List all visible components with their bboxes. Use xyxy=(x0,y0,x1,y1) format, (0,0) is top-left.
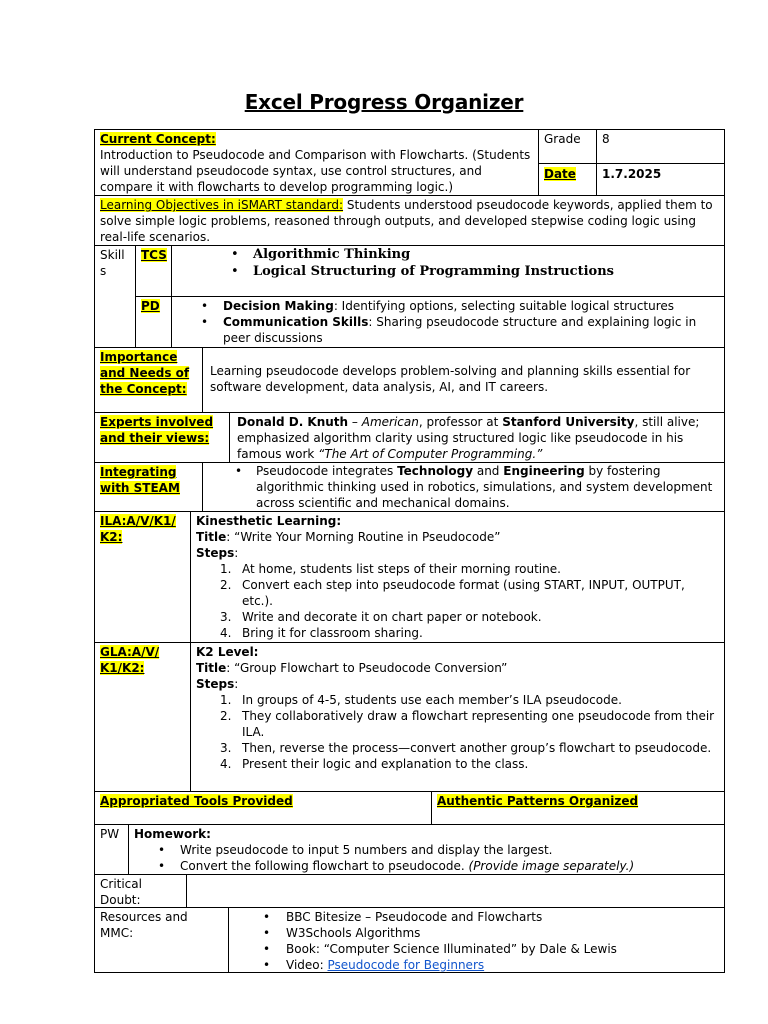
ila-label: ILA:A/V/K1/ K2: xyxy=(100,514,176,544)
gla-title: Title: “Group Flowchart to Pseudocode Conversion” xyxy=(196,661,508,675)
importance-label-cell xyxy=(94,347,203,413)
expert-name: Donald D. Knuth xyxy=(237,415,349,429)
steam-content-cell xyxy=(202,462,725,512)
resource-item: • BBC Bitesize – Pseudocode and Flowcharts xyxy=(263,910,543,924)
date-label: Date xyxy=(544,167,576,181)
expert-dash: – xyxy=(348,415,362,429)
concept-text: Introduction to Pseudocode and Comparison with Flowcharts. (Students will understand pseudocode syntax, use control structures, and compare it with flowcharts to develop programming logic.) xyxy=(100,148,531,194)
objectives-text: Students understood pseudocode keywords, applied them to solve simple logic problems, reasoned through outputs, and developed stepwise coding logic using real-life scenarios. xyxy=(100,198,713,244)
steam-label-cell xyxy=(94,462,203,512)
expert-nationality: American xyxy=(361,415,419,429)
objectives-cell xyxy=(94,195,725,246)
objectives-label: Learning Objectives in iSMART standard: xyxy=(100,198,344,212)
gla-label: GLA:A/V/ K1/K2: xyxy=(100,645,160,675)
importance-text: Learning pseudocode develops problem-solving and planning skills essential for software development, data analysis, AI, and IT careers. xyxy=(210,364,691,394)
tcs-content-cell xyxy=(171,245,725,297)
grade-label-cell xyxy=(538,129,597,164)
ila-step: 4. Bring it for classroom sharing. xyxy=(220,626,423,640)
experts-content-cell xyxy=(229,412,725,463)
resources-label-cell xyxy=(94,907,229,973)
grade-label: Grade xyxy=(544,132,581,146)
resource-item: • Book: “Computer Science Illuminated” by Dale & Lewis xyxy=(263,942,617,956)
importance-content-cell xyxy=(202,347,725,413)
skills-label: Skill s xyxy=(100,248,125,278)
date-value: 1.7.2025 xyxy=(602,167,662,181)
ila-label-cell xyxy=(94,511,191,643)
gla-step: 1. In groups of 4-5, students use each member’s ILA pseudocode. xyxy=(220,693,622,707)
expert-work: “The Art of Computer Programming.” xyxy=(318,447,543,461)
ila-steps-label: Steps: xyxy=(196,546,239,560)
gla-steps-label: Steps: xyxy=(196,677,239,691)
gla-step: 4. Present their logic and explanation to the class. xyxy=(220,757,529,771)
pw-heading: Homework: xyxy=(134,827,211,841)
tcs-label-cell xyxy=(135,245,172,297)
tools-label: Appropriated Tools Provided xyxy=(100,794,293,808)
expert-text: , still alive; emphasized algorithm clarity using structured logic like pseudocode in his famous work xyxy=(237,415,700,461)
concept-label: Current Concept: xyxy=(100,132,216,146)
doubt-content-cell[interactable] xyxy=(186,874,725,908)
patterns-cell xyxy=(431,791,725,825)
expert-text: , professor at xyxy=(418,415,503,429)
patterns-label: Authentic Patterns Organized xyxy=(437,794,639,808)
tcs-item: • Logical Structuring of Programming Instructions xyxy=(231,264,614,279)
concept-cell xyxy=(94,129,539,196)
pw-item: • Write pseudocode to input 5 numbers and display the largest. xyxy=(158,843,553,857)
date-label-cell xyxy=(538,163,597,196)
gla-step: 3. Then, reverse the process—convert another group’s flowchart to pseudocode. xyxy=(220,741,712,755)
pw-item: • Convert the following flowchart to pseudocode. (Provide image separately.) xyxy=(158,859,635,873)
resource-item: • Video: Pseudocode for Beginners xyxy=(263,958,485,972)
doubt-label: Critical Doubt: xyxy=(100,877,142,907)
resources-content-cell xyxy=(228,907,725,973)
ila-step: 2. Convert each step into pseudocode format (using START, INPUT, OUTPUT, etc.). xyxy=(220,578,685,608)
doubt-label-cell xyxy=(94,874,187,908)
pd-label-cell xyxy=(135,296,172,348)
ila-step: 1. At home, students list steps of their morning routine. xyxy=(220,562,561,576)
steam-label: Integrating with STEAM xyxy=(100,465,180,495)
pw-label-cell xyxy=(94,824,129,875)
importance-label: Importance and Needs of the Concept: xyxy=(100,350,190,396)
grade-value-cell xyxy=(596,129,725,164)
gla-label-cell xyxy=(94,642,191,792)
experts-label-cell xyxy=(94,412,230,463)
skills-label-cell xyxy=(94,245,136,348)
date-value-cell xyxy=(596,163,725,196)
expert-university: Stanford University xyxy=(502,415,635,429)
resources-label: Resources and MMC: xyxy=(100,910,188,940)
gla-heading: K2 Level: xyxy=(196,645,259,659)
steam-item: • Pseudocode integrates Technology and Engineering by fostering algorithmic thinking used in robotics, simulations, and system development across scientific and mechanical domains. xyxy=(235,464,713,510)
pd-item: • Decision Making: Identifying options, selecting suitable logical structures xyxy=(201,299,675,313)
gla-step: 2. They collaboratively draw a flowchart representing one pseudocode from their ILA. xyxy=(220,709,715,739)
ila-title: Title: “Write Your Morning Routine in Pseudocode” xyxy=(196,530,501,544)
ila-content-cell xyxy=(190,511,725,643)
pd-label: PD xyxy=(141,299,160,313)
tcs-item: • Algorithmic Thinking xyxy=(231,247,411,262)
resource-item: • W3Schools Algorithms xyxy=(263,926,421,940)
ila-step: 3. Write and decorate it on chart paper or notebook. xyxy=(220,610,542,624)
ila-heading: Kinesthetic Learning: xyxy=(196,514,342,528)
pd-content-cell xyxy=(171,296,725,348)
gla-content-cell xyxy=(190,642,725,792)
grade-value: 8 xyxy=(602,132,610,146)
experts-label: Experts involved and their views: xyxy=(100,415,214,445)
video-link[interactable]: Pseudocode for Beginners xyxy=(327,958,485,972)
pw-label: PW xyxy=(100,827,120,841)
pd-item: • Communication Skills: Sharing pseudocode structure and explaining logic in peer discussions xyxy=(201,315,697,345)
tools-cell xyxy=(94,791,432,825)
pw-content-cell xyxy=(128,824,725,875)
page-title: Excel Progress Organizer xyxy=(244,90,524,114)
tcs-label: TCS xyxy=(141,248,167,262)
